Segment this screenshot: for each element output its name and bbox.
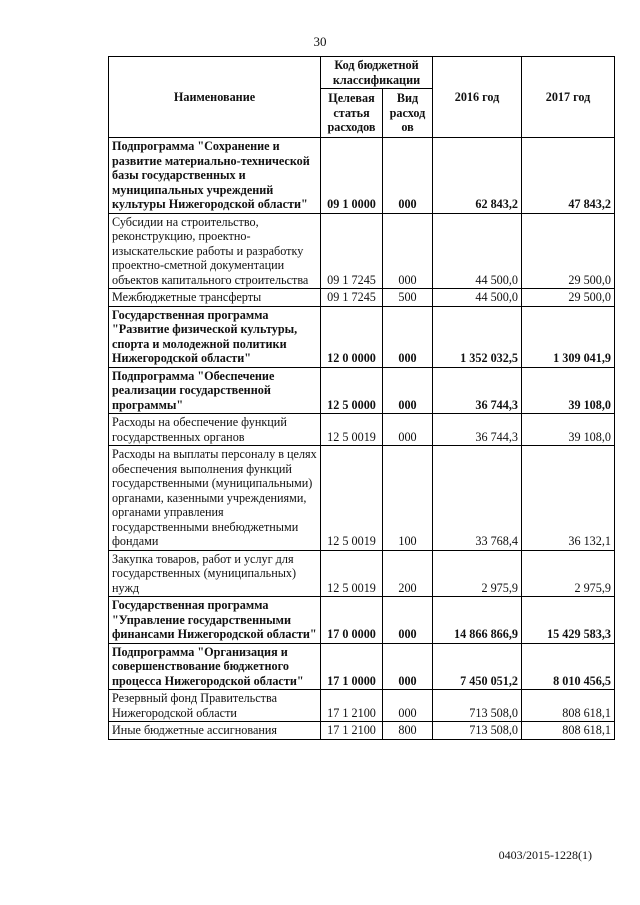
row-2016: 14 866 866,9 <box>433 597 522 644</box>
header-year-2017: 2017 год <box>522 57 615 138</box>
page-number: 30 <box>313 34 327 49</box>
row-name: Подпрограмма "Организация и совершенствование бюджетного процесса Нижегородской области" <box>109 643 321 690</box>
header-code-group: Код бюджетной классификации <box>321 57 433 89</box>
row-type: 500 <box>383 289 433 307</box>
table-row <box>109 289 615 307</box>
row-2016: 44 500,0 <box>433 213 522 289</box>
row-2016: 36 744,3 <box>433 414 522 446</box>
row-name: Субсидии на строительство, реконструкцию, проектно-изыскательские работы и разработку проектно-сметной документации объектов капитального строительства <box>109 213 321 289</box>
row-article: 17 1 0000 <box>321 643 383 690</box>
row-article: 09 1 7245 <box>321 289 383 307</box>
table-row <box>109 597 615 644</box>
row-2017: 36 132,1 <box>522 446 615 551</box>
table-row <box>109 414 615 446</box>
row-type: 000 <box>383 213 433 289</box>
row-name: Подпрограмма "Обеспечение реализации государственной программы" <box>109 367 321 414</box>
row-2016: 36 744,3 <box>433 367 522 414</box>
row-type: 100 <box>383 446 433 551</box>
row-type: 000 <box>383 643 433 690</box>
row-2017: 1 309 041,9 <box>522 306 615 367</box>
row-2016: 44 500,0 <box>433 289 522 307</box>
row-article: 12 5 0019 <box>321 446 383 551</box>
table-row <box>109 550 615 597</box>
table-row <box>109 643 615 690</box>
row-2017: 39 108,0 <box>522 367 615 414</box>
row-article: 09 1 7245 <box>321 213 383 289</box>
row-type: 000 <box>383 597 433 644</box>
header-row-top <box>109 57 615 89</box>
row-article: 09 1 0000 <box>321 138 383 214</box>
row-2016: 713 508,0 <box>433 722 522 740</box>
row-2016: 713 508,0 <box>433 690 522 722</box>
row-type: 000 <box>383 367 433 414</box>
row-name: Расходы на выплаты персоналу в целях обеспечения выполнения функций государственными (муниципальными) органами, казенными учреждениями, органами управления государственными внебюджетными фондами <box>109 446 321 551</box>
row-name: Подпрограмма "Сохранение и развитие материально-технической базы государственных и муниципальных учреждений культуры Нижегородской области" <box>109 138 321 214</box>
row-article: 12 0 0000 <box>321 306 383 367</box>
row-name: Иные бюджетные ассигнования <box>109 722 321 740</box>
row-name: Государственная программа "Управление государственными финансами Нижегородской области" <box>109 597 321 644</box>
row-name: Государственная программа "Развитие физической культуры, спорта и молодежной политики Нижегородской области" <box>109 306 321 367</box>
row-2016: 1 352 032,5 <box>433 306 522 367</box>
header-year-2016: 2016 год <box>433 57 522 138</box>
header-type: Вид расход ов <box>383 89 433 138</box>
row-2016: 2 975,9 <box>433 550 522 597</box>
row-2017: 29 500,0 <box>522 213 615 289</box>
row-2017: 808 618,1 <box>522 722 615 740</box>
row-2017: 2 975,9 <box>522 550 615 597</box>
row-article: 12 5 0000 <box>321 367 383 414</box>
row-2016: 62 843,2 <box>433 138 522 214</box>
row-type: 800 <box>383 722 433 740</box>
row-2017: 808 618,1 <box>522 690 615 722</box>
row-type: 000 <box>383 306 433 367</box>
row-article: 12 5 0019 <box>321 414 383 446</box>
budget-table <box>108 56 615 740</box>
header-name: Наименование <box>109 57 321 138</box>
document-code: 0403/2015-1228(1) <box>498 848 592 862</box>
table-row <box>109 446 615 551</box>
header-article: Целевая статья расходов <box>321 89 383 138</box>
row-article: 17 1 2100 <box>321 722 383 740</box>
row-article: 17 1 2100 <box>321 690 383 722</box>
table-row <box>109 722 615 740</box>
row-2017: 8 010 456,5 <box>522 643 615 690</box>
table-row <box>109 213 615 289</box>
row-type: 000 <box>383 138 433 214</box>
row-name: Резервный фонд Правительства Нижегородской области <box>109 690 321 722</box>
table-row <box>109 367 615 414</box>
row-type: 000 <box>383 414 433 446</box>
row-2017: 39 108,0 <box>522 414 615 446</box>
row-type: 000 <box>383 690 433 722</box>
row-article: 17 0 0000 <box>321 597 383 644</box>
row-2017: 47 843,2 <box>522 138 615 214</box>
table-row <box>109 690 615 722</box>
row-article: 12 5 0019 <box>321 550 383 597</box>
row-name: Межбюджетные трансферты <box>109 289 321 307</box>
row-name: Закупка товаров, работ и услуг для государственных (муниципальных) нужд <box>109 550 321 597</box>
row-name: Расходы на обеспечение функций государственных органов <box>109 414 321 446</box>
table-row <box>109 138 615 214</box>
row-2017: 29 500,0 <box>522 289 615 307</box>
row-2016: 33 768,4 <box>433 446 522 551</box>
table-row <box>109 306 615 367</box>
row-type: 200 <box>383 550 433 597</box>
row-2017: 15 429 583,3 <box>522 597 615 644</box>
row-2016: 7 450 051,2 <box>433 643 522 690</box>
